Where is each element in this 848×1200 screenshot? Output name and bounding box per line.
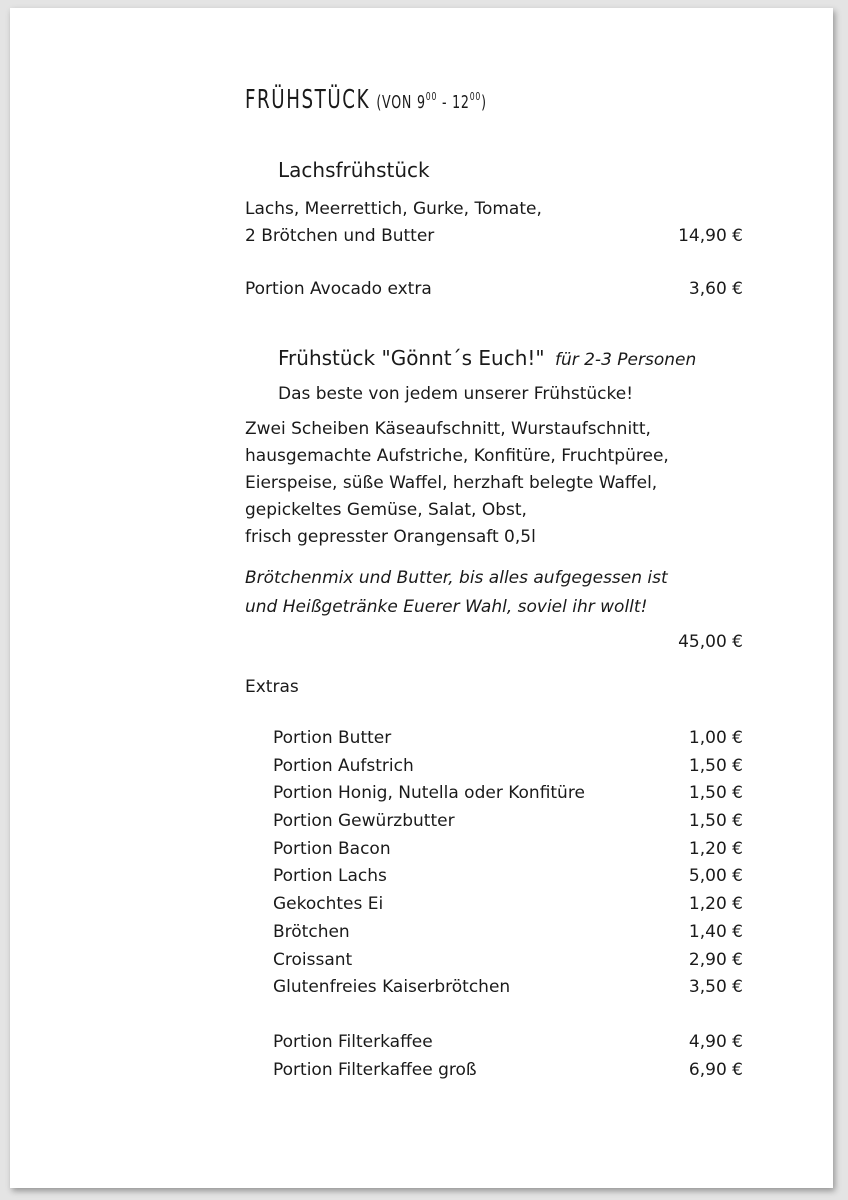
item-label: Portion Aufstrich [273, 755, 414, 776]
extras-heading: Extras [245, 677, 299, 697]
list-item [273, 839, 743, 867]
goennt-desc-line: frisch gepresster Orangensaft 0,5l [245, 527, 536, 547]
item-price: 6,90 € [688, 1059, 743, 1080]
goennt-italic-line: und Heißgetränke Euerer Wahl, soviel ihr wollt! [245, 597, 648, 617]
list-item [273, 783, 743, 811]
item-price: 3,50 € [688, 977, 743, 998]
goennt-tagline: Das beste von jedem unserer Frühstücke! [278, 384, 634, 404]
item-label: Glutenfreies Kaiserbrötchen [273, 977, 511, 998]
list-item [273, 1060, 743, 1088]
list-item [273, 977, 743, 1005]
avocado-addon-label: Portion Avocado extra [245, 279, 432, 299]
list-item [273, 922, 743, 950]
goennt-desc-line: Zwei Scheiben Käseaufschnitt, Wurstaufschnitt, [245, 419, 651, 439]
goennt-heading: Frühstück "Gönnt´s Euch!" für 2-3 Personen [278, 346, 697, 370]
item-label: Portion Butter [273, 728, 392, 748]
item-label: Portion Bacon [273, 838, 391, 859]
list-item [273, 811, 743, 839]
avocado-addon-price: 3,60 € [688, 279, 743, 299]
list-item [273, 1032, 743, 1060]
goennt-italic-note [245, 564, 668, 622]
list-item [273, 894, 743, 922]
item-label: Portion Honig, Nutella oder Konfitüre [273, 783, 585, 804]
opening-hours: (VON $9^{00} - 12^{00}$) [376, 90, 487, 113]
list-item [273, 950, 743, 978]
item-price: 4,90 € [688, 1031, 743, 1052]
item-label: Gekochtes Ei [273, 894, 384, 915]
item-price: 5,00 € [688, 866, 743, 887]
item-label: Portion Filterkaffee groß [273, 1059, 477, 1080]
goennt-description [245, 416, 669, 551]
goennt-italic-line: Brötchenmix und Butter, bis alles aufgegessen ist [245, 568, 668, 588]
item-label: Portion Filterkaffee [273, 1031, 433, 1052]
item-label: Croissant [273, 949, 353, 970]
goennt-price: 45,00 € [678, 632, 743, 652]
item-label: Portion Gewürzbutter [273, 811, 455, 832]
page-title [245, 85, 487, 115]
item-price: 1,20 € [688, 894, 743, 915]
title-text: FRÜHSTÜCK [245, 85, 371, 115]
menu-page [10, 8, 833, 1188]
goennt-persons: für 2-3 Personen [554, 350, 697, 370]
item-label: Portion Lachs [273, 866, 387, 887]
item-price: 1,20 € [688, 838, 743, 859]
list-item [273, 728, 743, 756]
list-item [273, 866, 743, 894]
item-price: 1,50 € [688, 783, 743, 804]
goennt-desc-line: gepickeltes Gemüse, Salat, Obst, [245, 500, 527, 520]
item-label: Brötchen [273, 921, 350, 942]
item-price: 1,50 € [688, 755, 743, 776]
item-price: 2,90 € [688, 949, 743, 970]
list-item [273, 756, 743, 784]
lachs-heading: Lachsfrühstück [278, 158, 430, 182]
goennt-desc-line: hausgemachte Aufstriche, Konfitüre, Fruchtpüree, [245, 446, 669, 466]
lachs-desc-line1: Lachs, Meerrettich, Gurke, Tomate, [245, 199, 542, 219]
item-price: 1,00 € [688, 728, 743, 748]
item-price: 1,50 € [688, 811, 743, 832]
extras-list [273, 728, 743, 1087]
lachs-price: 14,90 € [678, 226, 743, 246]
item-price: 1,40 € [688, 921, 743, 942]
goennt-desc-line: Eierspeise, süße Waffel, herzhaft belegte Waffel, [245, 473, 658, 493]
lachs-desc-line2: 2 Brötchen und Butter [245, 226, 435, 246]
